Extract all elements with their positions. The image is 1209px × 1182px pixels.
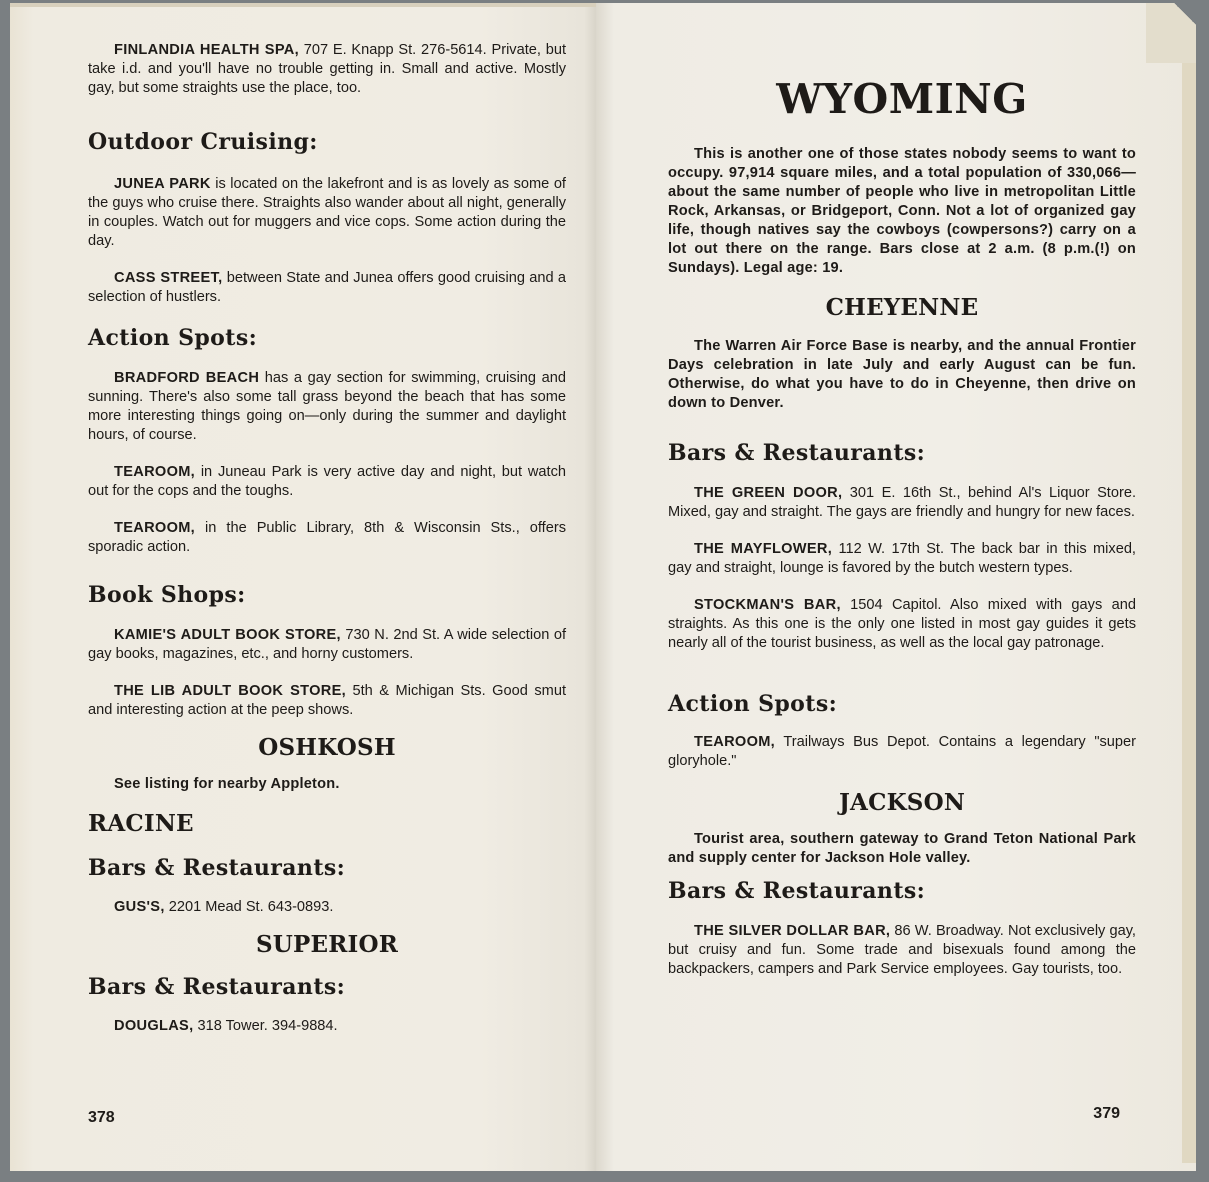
listing-douglas <box>88 1017 566 1036</box>
listing-name: THE LIB ADULT BOOK STORE, <box>114 683 346 699</box>
listing-name: GUS'S, <box>114 899 165 915</box>
city-heading-racine: RACINE <box>88 810 194 837</box>
section-heading-cheyenne-bars: Bars & Restaurants: <box>668 440 926 466</box>
listing-text: between State and Junea offers good cruising and a selection of hustlers. <box>88 270 566 305</box>
listing-text: has a gay section for swimming, cruising and sunning. There's also some tall grass beyond the beach that has some more interesting things going on—only during the summer and daylight hours, of course. <box>88 370 566 443</box>
listing-tearoom-library <box>88 519 566 557</box>
state-heading-wyoming: WYOMING <box>776 75 1028 123</box>
section-heading-jackson-bars: Bars & Restaurants: <box>668 878 926 904</box>
listing-name: THE MAYFLOWER, <box>694 541 833 557</box>
listing-cass-street <box>88 269 566 307</box>
city-heading-superior: SUPERIOR <box>255 931 399 958</box>
listing-text: 707 E. Knapp St. 276-5614. Private, but take i.d. and you'll have no trouble getting in. Small and active. Mostly gay, but some straights use the place, too. <box>88 42 566 96</box>
listing-silver-dollar <box>668 922 1136 979</box>
wyoming-intro: This is another one of those states nobody seems to want to occupy. 97,914 square miles, and a total population of 330,066—about the same number of people who live in metropolitan Little Rock, Arkansas, or Bridgeport, Conn. Not a lot of organized gay life, though natives say the cowboys (cowpersons?) carry on a lot out there on the range. Bars close at 2 a.m. (8 p.m.(!) on Sundays). Legal age: 19. <box>668 146 1136 276</box>
page-edge <box>1182 23 1196 1163</box>
listing-name: JUNEA PARK <box>114 176 211 192</box>
listing-text: 5th & Michigan Sts. Good smut and interesting action at the peep shows. <box>88 683 566 718</box>
listing-tearoom-trailways <box>668 733 1136 771</box>
listing-junea-park <box>88 175 566 251</box>
page-number-right: 379 <box>1093 1105 1120 1122</box>
listing-guss <box>88 898 566 917</box>
city-heading-oshkosh: OSHKOSH <box>258 734 396 761</box>
section-heading-outdoor-cruising: Outdoor Cruising: <box>88 129 318 155</box>
section-heading-superior-bars: Bars & Restaurants: <box>88 974 346 1000</box>
listing-mayflower <box>668 540 1136 578</box>
book-spread <box>10 3 1202 1171</box>
listing-name: BRADFORD BEACH <box>114 370 260 386</box>
page-number-left: 378 <box>88 1109 115 1126</box>
listing-text: 86 W. Broadway. Not exclusively gay, but cruisy and fun. Some trade and bisexuals found among the backpackers, campers and Park Service employees. Gay tourists, too. <box>668 923 1136 977</box>
listing-lib-adult <box>88 682 566 720</box>
listing-name: THE SILVER DOLLAR BAR, <box>694 923 891 939</box>
listing-name: TEAROOM, <box>114 464 196 480</box>
cheyenne-intro: The Warren Air Force Base is nearby, and the annual Frontier Days celebration in late July and early August can be fun. Otherwise, do what you have to do in Cheyenne, then drive on down to Denver. <box>668 338 1136 411</box>
right-page <box>596 3 1196 1171</box>
listing-name: THE GREEN DOOR, <box>694 485 843 501</box>
listing-name: FINLANDIA HEALTH SPA, <box>114 42 299 58</box>
right-column <box>668 75 1136 979</box>
section-heading-racine-bars: Bars & Restaurants: <box>88 855 346 881</box>
listing-text: 730 N. 2nd St. A wide selection of gay books, magazines, etc., and horny customers. <box>88 627 567 662</box>
listing-text: in the Public Library, 8th & Wisconsin Sts., offers sporadic action. <box>88 520 566 555</box>
section-heading-cheyenne-action: Action Spots: <box>668 691 838 717</box>
left-page <box>10 3 596 1171</box>
listing-name: DOUGLAS, <box>114 1018 194 1034</box>
left-column <box>88 41 566 1036</box>
section-heading-action-spots: Action Spots: <box>88 325 258 351</box>
listing-text: Trailways Bus Depot. Contains a legendary "super gloryhole." <box>668 734 1136 769</box>
listing-text: is located on the lakefront and is as lovely as some of the guys who cruise there. Straights also wander about all night, generally in couples. Watch out for muggers and vice cops. Some action during the day. <box>88 176 566 249</box>
listing-text: 112 W. 17th St. The back bar in this mixed, gay and straight, lounge is favored by the butch western types. <box>668 541 1136 576</box>
listing-kamies <box>88 626 566 664</box>
listing-name: TEAROOM, <box>694 734 776 750</box>
listing-finlandia <box>88 41 566 98</box>
listing-tearoom-juneau <box>88 463 566 501</box>
listing-text: 318 Tower. 394-9884. <box>193 1018 338 1034</box>
listing-stockmans <box>668 596 1136 653</box>
folded-corner <box>1146 3 1196 63</box>
listing-text: 1504 Capitol. Also mixed with gays and straights. As this one is the only one listed in most gay guides it gets nearly all of the tourist business, as well as the local gay patronage. <box>668 597 1136 651</box>
listing-bradford-beach <box>88 369 566 445</box>
city-heading-cheyenne: CHEYENNE <box>825 294 979 321</box>
listing-text: in Juneau Park is very active day and night, but watch out for the cops and the toughs. <box>88 464 566 499</box>
city-heading-jackson: JACKSON <box>838 789 966 816</box>
listing-name: CASS STREET, <box>114 270 223 286</box>
listing-name: TEAROOM, <box>114 520 196 536</box>
listing-name: STOCKMAN'S BAR, <box>694 597 841 613</box>
section-heading-book-shops: Book Shops: <box>88 582 246 608</box>
listing-name: KAMIE'S ADULT BOOK STORE, <box>114 627 341 643</box>
listing-green-door <box>668 484 1136 522</box>
listing-text: 2201 Mead St. 643-0893. <box>164 899 334 915</box>
oshkosh-note: See listing for nearby Appleton. <box>114 776 340 792</box>
listing-text: 301 E. 16th St., behind Al's Liquor Store. Mixed, gay and straight. The gays are friendly and hungry for new faces. <box>668 485 1137 520</box>
jackson-intro: Tourist area, southern gateway to Grand Teton National Park and supply center for Jackson Hole valley. <box>668 831 1136 866</box>
